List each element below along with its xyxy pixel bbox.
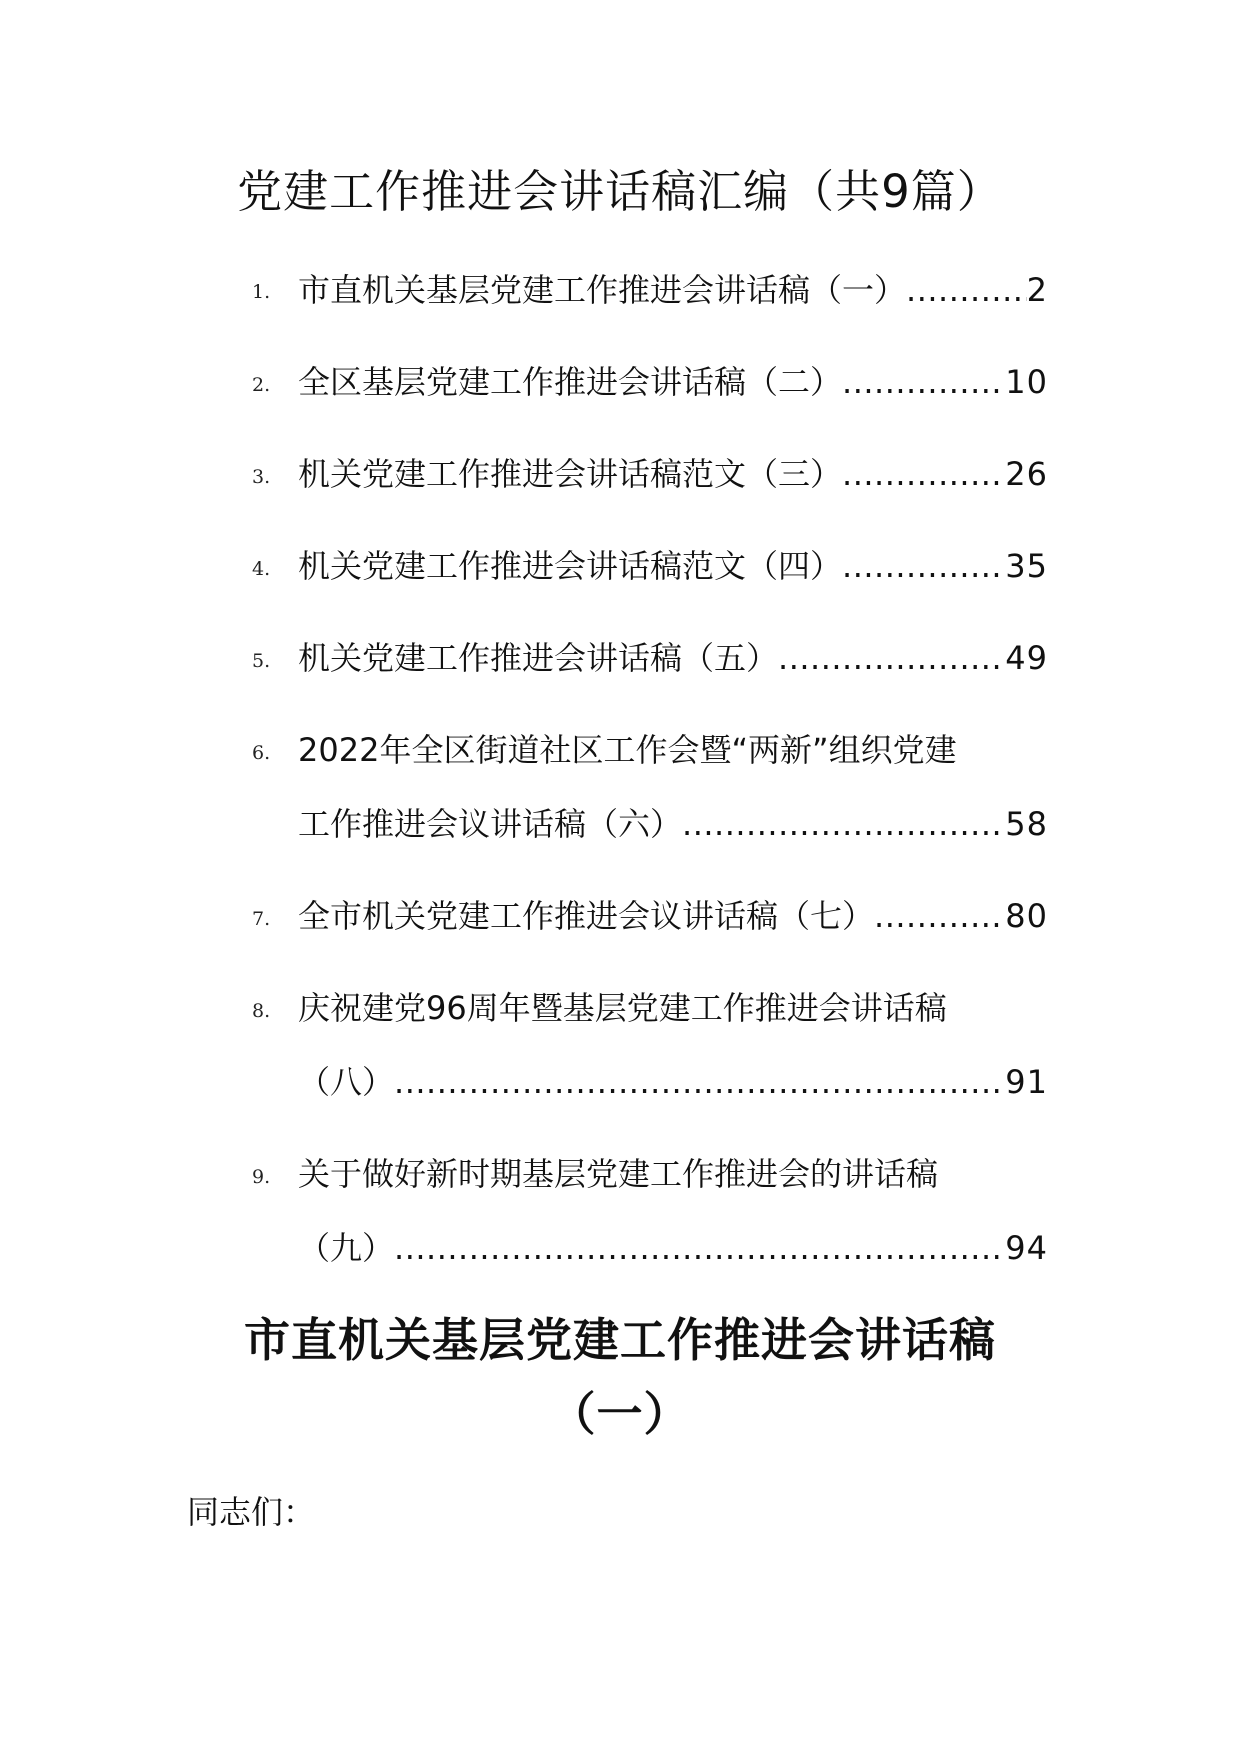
toc-entry-title: 全区基层党建工作推进会讲话稿（二） (298, 363, 843, 401)
toc-entry-5[interactable] (298, 634, 1048, 682)
toc-number: 8. (252, 1000, 271, 1022)
toc-page-number: 35 (1005, 547, 1048, 585)
toc-page-number: 58 (1005, 805, 1048, 843)
toc-leader-dots (778, 634, 1005, 682)
toc-page-number: 2 (1026, 271, 1048, 309)
toc-entry-title: 市直机关基层党建工作推进会讲话稿（一） (298, 271, 907, 309)
toc-entry-title: 机关党建工作推进会讲话稿范文（三） (298, 455, 843, 493)
section-subtitle: （一） (549, 1387, 691, 1441)
toc-number: 4. (252, 558, 271, 580)
toc-entry-title: （九） (298, 1229, 395, 1267)
toc-number: 9. (252, 1166, 271, 1188)
toc-leader-dots (842, 450, 1005, 498)
toc-entry-9[interactable] (298, 1224, 1048, 1272)
toc-page-number: 10 (1005, 363, 1048, 401)
toc-entry-title: 全市机关党建工作推进会议讲话稿（七） (298, 897, 875, 935)
toc-number: 2. (252, 374, 271, 396)
toc-leader-dots (842, 358, 1005, 406)
toc-entry-title: 庆祝建党96周年暨基层党建工作推进会讲话稿 (298, 989, 947, 1027)
document-title: 党建工作推进会讲话稿汇编（共9篇） (237, 165, 1003, 218)
toc-page-number: 49 (1005, 639, 1048, 677)
toc-entry-title: （八） (298, 1063, 395, 1101)
toc-entry-title: 机关党建工作推进会讲话稿（五） (298, 639, 779, 677)
toc-number: 6. (252, 742, 271, 764)
toc-leader-dots (842, 542, 1005, 590)
toc-entry-7[interactable] (298, 892, 1048, 940)
toc-entry-8[interactable] (298, 1058, 1048, 1106)
toc-entry-title: 工作推进会议讲话稿（六） (298, 805, 683, 843)
toc-entry-1[interactable] (298, 266, 1048, 314)
toc-page-number: 26 (1005, 455, 1048, 493)
toc-entry-title: 机关党建工作推进会讲话稿范文（四） (298, 547, 843, 585)
toc-entry-8-line-1[interactable] (298, 984, 1048, 1032)
toc-number: 7. (252, 908, 271, 930)
toc-entry-9-line-1[interactable] (298, 1150, 1048, 1198)
toc-leader-dots (906, 266, 1027, 314)
toc-entry-6-line-1[interactable] (298, 726, 1048, 774)
section-title: 市直机关基层党建工作推进会讲话稿 (244, 1313, 996, 1367)
toc-leader-dots (682, 800, 1005, 848)
toc-number: 5. (252, 650, 271, 672)
toc-entry-4[interactable] (298, 542, 1048, 590)
toc-entry-6[interactable] (298, 800, 1048, 848)
toc-entry-title: 2022年全区街道社区工作会暨“两新”组织党建 (298, 731, 957, 769)
toc-page-number: 91 (1005, 1063, 1048, 1101)
toc-leader-dots (394, 1058, 1005, 1106)
toc-entry-title: 关于做好新时期基层党建工作推进会的讲话稿 (298, 1155, 939, 1193)
toc-entry-3[interactable] (298, 450, 1048, 498)
toc-number: 3. (252, 466, 271, 488)
toc-entry-2[interactable] (298, 358, 1048, 406)
toc-number: 1. (252, 281, 271, 303)
greeting-text: 同志们： (187, 1493, 316, 1531)
toc-page-number: 80 (1005, 897, 1048, 935)
toc-page-number: 94 (1005, 1229, 1048, 1267)
toc-leader-dots (874, 892, 1005, 940)
toc-leader-dots (394, 1224, 1005, 1272)
